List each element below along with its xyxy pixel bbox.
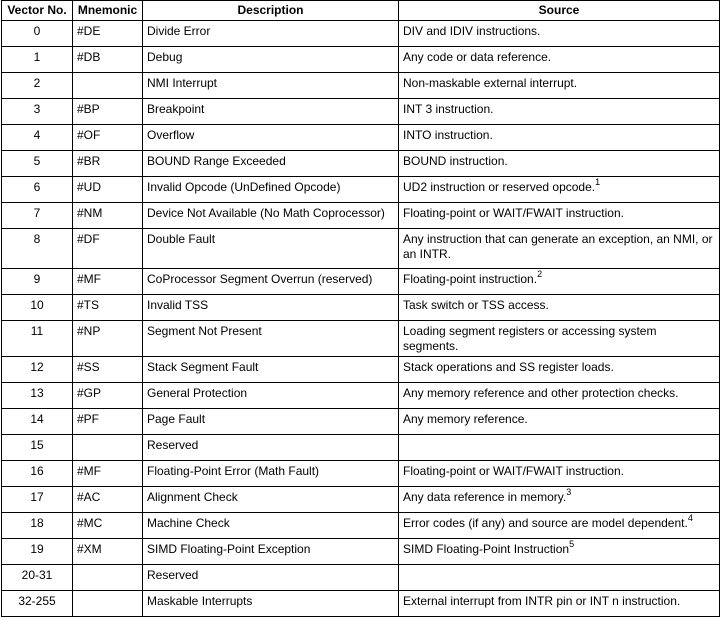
vector-cell-text: 16 xyxy=(30,464,44,478)
description-cell xyxy=(143,487,399,513)
vector-cell xyxy=(2,125,73,151)
vector-cell-text: 18 xyxy=(30,516,44,530)
vector-cell xyxy=(2,73,73,99)
source-cell-text: UD2 instruction or reserved opcode. xyxy=(403,180,596,194)
mnemonic-cell-text: #PF xyxy=(77,412,100,426)
table-row xyxy=(2,435,720,461)
vector-cell-text: 9 xyxy=(33,272,41,286)
header-description: Description xyxy=(143,1,399,21)
description-cell xyxy=(143,269,399,295)
description-cell-text: Overflow xyxy=(147,128,195,142)
source-cell-text: Error codes (if any) and source are model dependent. xyxy=(403,516,688,530)
source-cell-text: External interrupt from INTR pin or INT n instruction. xyxy=(403,594,681,608)
source-cell xyxy=(399,565,720,591)
vector-cell xyxy=(2,565,73,591)
vector-cell xyxy=(2,99,73,125)
source-cell-text: DIV and IDIV instructions. xyxy=(403,24,541,38)
mnemonic-cell-text: #MF xyxy=(77,464,101,478)
mnemonic-cell xyxy=(73,73,143,99)
description-cell xyxy=(143,513,399,539)
vector-cell xyxy=(2,47,73,73)
vector-cell xyxy=(2,357,73,383)
source-cell xyxy=(399,47,720,73)
table-row xyxy=(2,203,720,229)
description-cell-text: Device Not Available (No Math Coprocessor) xyxy=(147,206,385,220)
description-cell xyxy=(143,177,399,203)
table-row xyxy=(2,21,720,47)
description-cell xyxy=(143,203,399,229)
mnemonic-cell-text: #TS xyxy=(77,298,100,312)
table-row xyxy=(2,125,720,151)
source-cell-text: Loading segment registers or accessing system segments. xyxy=(403,324,657,353)
footnote-ref: 1 xyxy=(595,177,601,187)
mnemonic-cell xyxy=(73,591,143,617)
source-cell xyxy=(399,383,720,409)
description-cell xyxy=(143,591,399,617)
vector-cell-text: 11 xyxy=(30,324,44,338)
vector-cell-text: 19 xyxy=(30,542,44,556)
source-cell-text: INT 3 instruction. xyxy=(403,102,494,116)
source-cell xyxy=(399,99,720,125)
source-cell-text: Any memory reference and other protection checks. xyxy=(403,386,679,400)
mnemonic-cell xyxy=(73,487,143,513)
vector-cell-text: 17 xyxy=(30,490,44,504)
vector-cell xyxy=(2,295,73,321)
source-cell-text: Any instruction that can generate an exception, an NMI, or an INTR. xyxy=(403,232,713,261)
source-cell xyxy=(399,295,720,321)
description-cell-text: Double Fault xyxy=(147,232,216,246)
description-cell xyxy=(143,383,399,409)
vector-cell-text: 4 xyxy=(33,128,41,142)
header-source: Source xyxy=(399,1,720,21)
mnemonic-cell xyxy=(73,229,143,269)
vector-cell-text: 2 xyxy=(33,76,41,90)
source-cell-text: Non-maskable external interrupt. xyxy=(403,76,578,90)
description-cell-text: Invalid TSS xyxy=(147,298,209,312)
mnemonic-cell-text: #DF xyxy=(77,232,100,246)
vector-cell xyxy=(2,383,73,409)
source-cell-text: Task switch or TSS access. xyxy=(403,298,549,312)
vector-cell xyxy=(2,269,73,295)
table-row xyxy=(2,357,720,383)
table-row xyxy=(2,269,720,295)
source-cell xyxy=(399,513,720,539)
description-cell xyxy=(143,73,399,99)
table-row xyxy=(2,151,720,177)
source-cell-text: Any data reference in memory. xyxy=(403,490,567,504)
mnemonic-cell-text: #GP xyxy=(77,386,102,400)
source-cell xyxy=(399,409,720,435)
table-row xyxy=(2,539,720,565)
source-cell xyxy=(399,591,720,617)
source-cell xyxy=(399,203,720,229)
vector-cell-text: 14 xyxy=(30,412,44,426)
mnemonic-cell xyxy=(73,357,143,383)
description-cell xyxy=(143,295,399,321)
description-cell-text: Floating-Point Error (Math Fault) xyxy=(147,464,320,478)
table-row xyxy=(2,409,720,435)
description-cell-text: Alignment Check xyxy=(147,490,238,504)
description-cell-text: Segment Not Present xyxy=(147,324,262,338)
mnemonic-cell xyxy=(73,539,143,565)
mnemonic-cell-text: #BP xyxy=(77,102,100,116)
vector-cell-text: 5 xyxy=(33,154,41,168)
description-cell xyxy=(143,21,399,47)
mnemonic-cell-text: #MC xyxy=(77,516,103,530)
source-cell-text: INTO instruction. xyxy=(403,128,493,142)
description-cell-text: Debug xyxy=(147,50,183,64)
description-cell xyxy=(143,229,399,269)
mnemonic-cell xyxy=(73,177,143,203)
source-cell-text: Any memory reference. xyxy=(403,412,528,426)
header-row xyxy=(2,1,720,21)
vector-cell xyxy=(2,409,73,435)
description-cell-text: Reserved xyxy=(147,438,199,452)
mnemonic-cell xyxy=(73,409,143,435)
table-row xyxy=(2,487,720,513)
vector-cell xyxy=(2,229,73,269)
table-row xyxy=(2,229,720,269)
vector-cell-text: 15 xyxy=(30,438,44,452)
source-cell xyxy=(399,125,720,151)
description-cell-text: Reserved xyxy=(147,568,199,582)
table-row xyxy=(2,99,720,125)
mnemonic-cell xyxy=(73,565,143,591)
footnote-ref: 3 xyxy=(566,487,572,497)
description-cell xyxy=(143,539,399,565)
source-cell-text: Any code or data reference. xyxy=(403,50,552,64)
description-cell-text: Maskable Interrupts xyxy=(147,594,253,608)
vector-cell xyxy=(2,513,73,539)
description-cell xyxy=(143,321,399,357)
description-cell-text: Breakpoint xyxy=(147,102,205,116)
table-row xyxy=(2,383,720,409)
source-cell xyxy=(399,539,720,565)
description-cell xyxy=(143,409,399,435)
vector-cell-text: 32-255 xyxy=(18,594,56,608)
table-row xyxy=(2,591,720,617)
source-cell-text: Floating-point or WAIT/FWAIT instruction. xyxy=(403,206,624,220)
header-vector-no: Vector No. xyxy=(2,1,73,21)
description-cell xyxy=(143,435,399,461)
description-cell-text: SIMD Floating-Point Exception xyxy=(147,542,311,556)
description-cell xyxy=(143,565,399,591)
table-row xyxy=(2,321,720,357)
mnemonic-cell xyxy=(73,125,143,151)
source-cell xyxy=(399,73,720,99)
description-cell-text: General Protection xyxy=(147,386,248,400)
mnemonic-cell-text: #UD xyxy=(77,180,102,194)
vector-cell-text: 1 xyxy=(33,50,41,64)
mnemonic-cell xyxy=(73,461,143,487)
mnemonic-cell-text: #DB xyxy=(77,50,101,64)
vector-cell-text: 8 xyxy=(33,232,41,246)
vector-cell-text: 0 xyxy=(33,24,41,38)
table-row xyxy=(2,177,720,203)
table-row xyxy=(2,461,720,487)
vector-cell-text: 3 xyxy=(33,102,41,116)
table-row xyxy=(2,295,720,321)
vector-cell xyxy=(2,435,73,461)
description-cell xyxy=(143,461,399,487)
mnemonic-cell-text: #DE xyxy=(77,24,101,38)
table-row xyxy=(2,73,720,99)
description-cell-text: NMI Interrupt xyxy=(147,76,218,90)
mnemonic-cell xyxy=(73,47,143,73)
mnemonic-cell-text: #AC xyxy=(77,490,101,504)
mnemonic-cell-text: #NM xyxy=(77,206,103,220)
mnemonic-cell xyxy=(73,513,143,539)
exception-vector-table xyxy=(1,0,720,617)
description-cell-text: Stack Segment Fault xyxy=(147,360,259,374)
source-cell-text: Floating-point or WAIT/FWAIT instruction. xyxy=(403,464,624,478)
vector-cell-text: 10 xyxy=(30,298,44,312)
mnemonic-cell-text: #XM xyxy=(77,542,102,556)
description-cell xyxy=(143,99,399,125)
source-cell xyxy=(399,435,720,461)
mnemonic-cell xyxy=(73,151,143,177)
source-cell xyxy=(399,269,720,295)
source-cell xyxy=(399,487,720,513)
description-cell-text: CoProcessor Segment Overrun (reserved) xyxy=(147,272,373,286)
vector-cell xyxy=(2,203,73,229)
vector-cell xyxy=(2,151,73,177)
vector-cell xyxy=(2,321,73,357)
vector-cell xyxy=(2,461,73,487)
description-cell-text: BOUND Range Exceeded xyxy=(147,154,286,168)
vector-cell-text: 12 xyxy=(30,360,44,374)
source-cell-text: SIMD Floating-Point Instruction xyxy=(403,542,570,556)
header-mnemonic: Mnemonic xyxy=(73,1,143,21)
footnote-ref: 5 xyxy=(569,539,575,549)
vector-cell xyxy=(2,487,73,513)
table-row xyxy=(2,565,720,591)
source-cell-text: BOUND instruction. xyxy=(403,154,508,168)
mnemonic-cell-text: #OF xyxy=(77,128,101,142)
description-cell xyxy=(143,125,399,151)
description-cell-text: Divide Error xyxy=(147,24,211,38)
mnemonic-cell-text: #NP xyxy=(77,324,101,338)
description-cell xyxy=(143,357,399,383)
vector-cell-text: 7 xyxy=(33,206,41,220)
description-cell-text: Page Fault xyxy=(147,412,206,426)
mnemonic-cell xyxy=(73,321,143,357)
source-cell-text: Stack operations and SS register loads. xyxy=(403,360,614,374)
table-row xyxy=(2,513,720,539)
table-row xyxy=(2,47,720,73)
vector-cell-text: 13 xyxy=(30,386,44,400)
source-cell xyxy=(399,321,720,357)
footnote-ref: 4 xyxy=(687,513,693,523)
source-cell xyxy=(399,177,720,203)
vector-cell xyxy=(2,21,73,47)
mnemonic-cell xyxy=(73,203,143,229)
description-cell xyxy=(143,151,399,177)
mnemonic-cell xyxy=(73,269,143,295)
vector-cell xyxy=(2,177,73,203)
source-cell xyxy=(399,151,720,177)
mnemonic-cell xyxy=(73,99,143,125)
mnemonic-cell-text: #SS xyxy=(77,360,100,374)
source-cell-text: Floating-point instruction. xyxy=(403,272,538,286)
vector-cell xyxy=(2,539,73,565)
description-cell-text: Invalid Opcode (UnDefined Opcode) xyxy=(147,180,341,194)
description-cell xyxy=(143,47,399,73)
mnemonic-cell xyxy=(73,435,143,461)
source-cell xyxy=(399,21,720,47)
description-cell-text: Machine Check xyxy=(147,516,230,530)
vector-cell-text: 6 xyxy=(33,180,41,194)
vector-cell xyxy=(2,591,73,617)
mnemonic-cell-text: #BR xyxy=(77,154,101,168)
vector-cell-text: 20-31 xyxy=(21,568,53,582)
source-cell xyxy=(399,461,720,487)
mnemonic-cell xyxy=(73,21,143,47)
footnote-ref: 2 xyxy=(537,269,543,279)
source-cell xyxy=(399,357,720,383)
mnemonic-cell xyxy=(73,383,143,409)
source-cell xyxy=(399,229,720,269)
mnemonic-cell-text: #MF xyxy=(77,272,101,286)
mnemonic-cell xyxy=(73,295,143,321)
